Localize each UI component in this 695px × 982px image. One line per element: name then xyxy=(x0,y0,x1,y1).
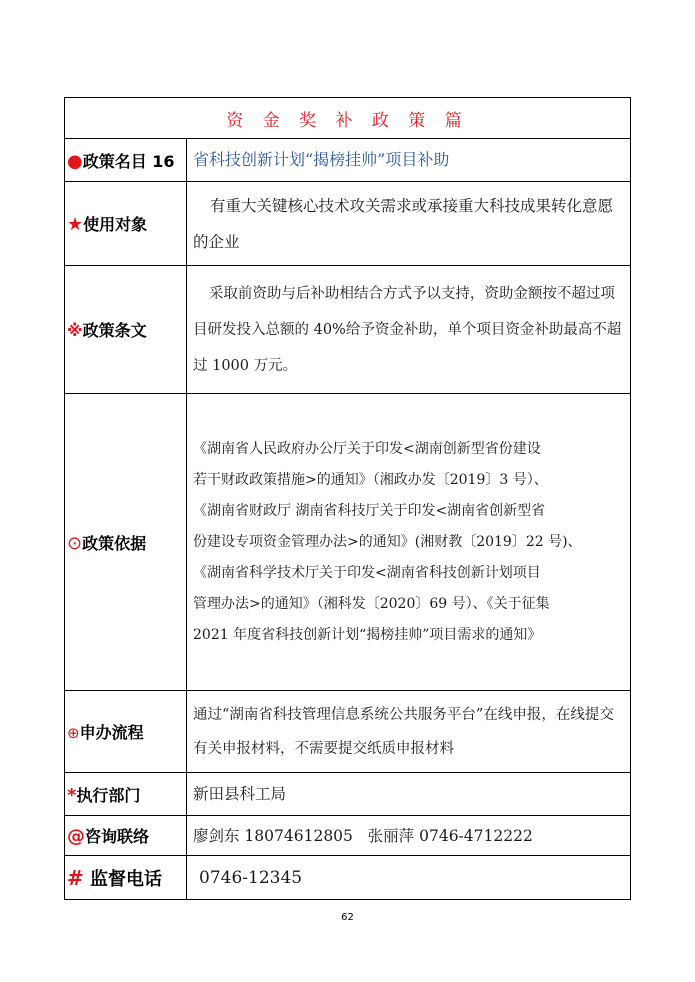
supervise-value: 0746-12345 xyxy=(187,856,631,900)
basis-line: 《湖南省人民政府办公厅关于印发<湖南创新型省份建设 xyxy=(193,440,541,457)
reference-mark-icon: ※ xyxy=(67,321,83,340)
basis-line: 若干财政政策措施>的通知》（湘政办发〔2019〕3 号）、 xyxy=(193,471,548,488)
target-label: ★使用对象 xyxy=(65,182,187,266)
basis-label: ⊙政策依据 xyxy=(65,394,187,691)
policy-name-value: 省科技创新计划“揭榜挂帅”项目补助 xyxy=(187,139,631,182)
policy-name-label: ●政策名目 16 xyxy=(65,139,187,182)
basis-line: 《湖南省财政厅 湖南省科技厅关于印发<湖南省创新型省 xyxy=(193,502,546,519)
basis-line: 份建设专项资金管理办法>的通知》(湘财教〔2019〕22 号)、 xyxy=(193,533,582,550)
clause-row xyxy=(65,266,631,394)
department-label: *执行部门 xyxy=(65,773,187,816)
clause-value: 采取前资助与后补助相结合方式予以支持，资助金额按不超过项目研发投入总额的 40%给予资金补助，单个项目资金补助最高不超过 1000 万元。 xyxy=(187,266,631,394)
page-number: 62 xyxy=(341,912,354,923)
contact-value: 廖剑东 18074612805 张丽萍 0746-4712222 xyxy=(187,816,631,856)
target-value: 有重大关键核心技术攻关需求或承接重大科技成果转化意愿的企业 xyxy=(187,182,631,266)
process-value: 通过“湖南省科技管理信息系统公共服务平台”在线申报，在线提交有关申报材料，不需要提交纸质申报材料 xyxy=(187,691,631,773)
target-row xyxy=(65,182,631,266)
title-row xyxy=(65,98,631,139)
department-row xyxy=(65,773,631,816)
contact-row xyxy=(65,816,631,856)
policy-table xyxy=(64,97,631,900)
basis-value xyxy=(187,394,631,691)
supervise-label: # 监督电话 xyxy=(65,856,187,900)
supervise-row xyxy=(65,856,631,900)
basis-row xyxy=(65,394,631,691)
hash-icon: # xyxy=(67,865,84,890)
basis-line: 管理办法>的通知》（湘科发〔2020〕69 号）、《关于征集 xyxy=(193,595,550,612)
asterisk-icon: * xyxy=(67,784,77,806)
policy-name-row xyxy=(65,139,631,182)
basis-line: 2021 年度省科技创新计划“揭榜挂帅”项目需求的通知》 xyxy=(193,626,542,643)
process-row xyxy=(65,691,631,773)
process-label: ⊕申办流程 xyxy=(65,691,187,773)
clause-label: ※政策条文 xyxy=(65,266,187,394)
department-value: 新田县科工局 xyxy=(187,773,631,816)
contact-label: @咨询联络 xyxy=(65,816,187,856)
circled-dot-icon: ⊙ xyxy=(67,532,83,554)
at-sign-icon: @ xyxy=(67,826,85,847)
section-title: 资 金 奖 补 政 策 篇 xyxy=(65,98,631,139)
circled-plus-icon: ⊕ xyxy=(67,724,80,742)
basis-line: 《湖南省科学技术厅关于印发<湖南省科技创新计划项目 xyxy=(193,564,541,581)
bullet-dot-icon: ● xyxy=(67,150,83,172)
star-icon: ★ xyxy=(67,214,84,235)
